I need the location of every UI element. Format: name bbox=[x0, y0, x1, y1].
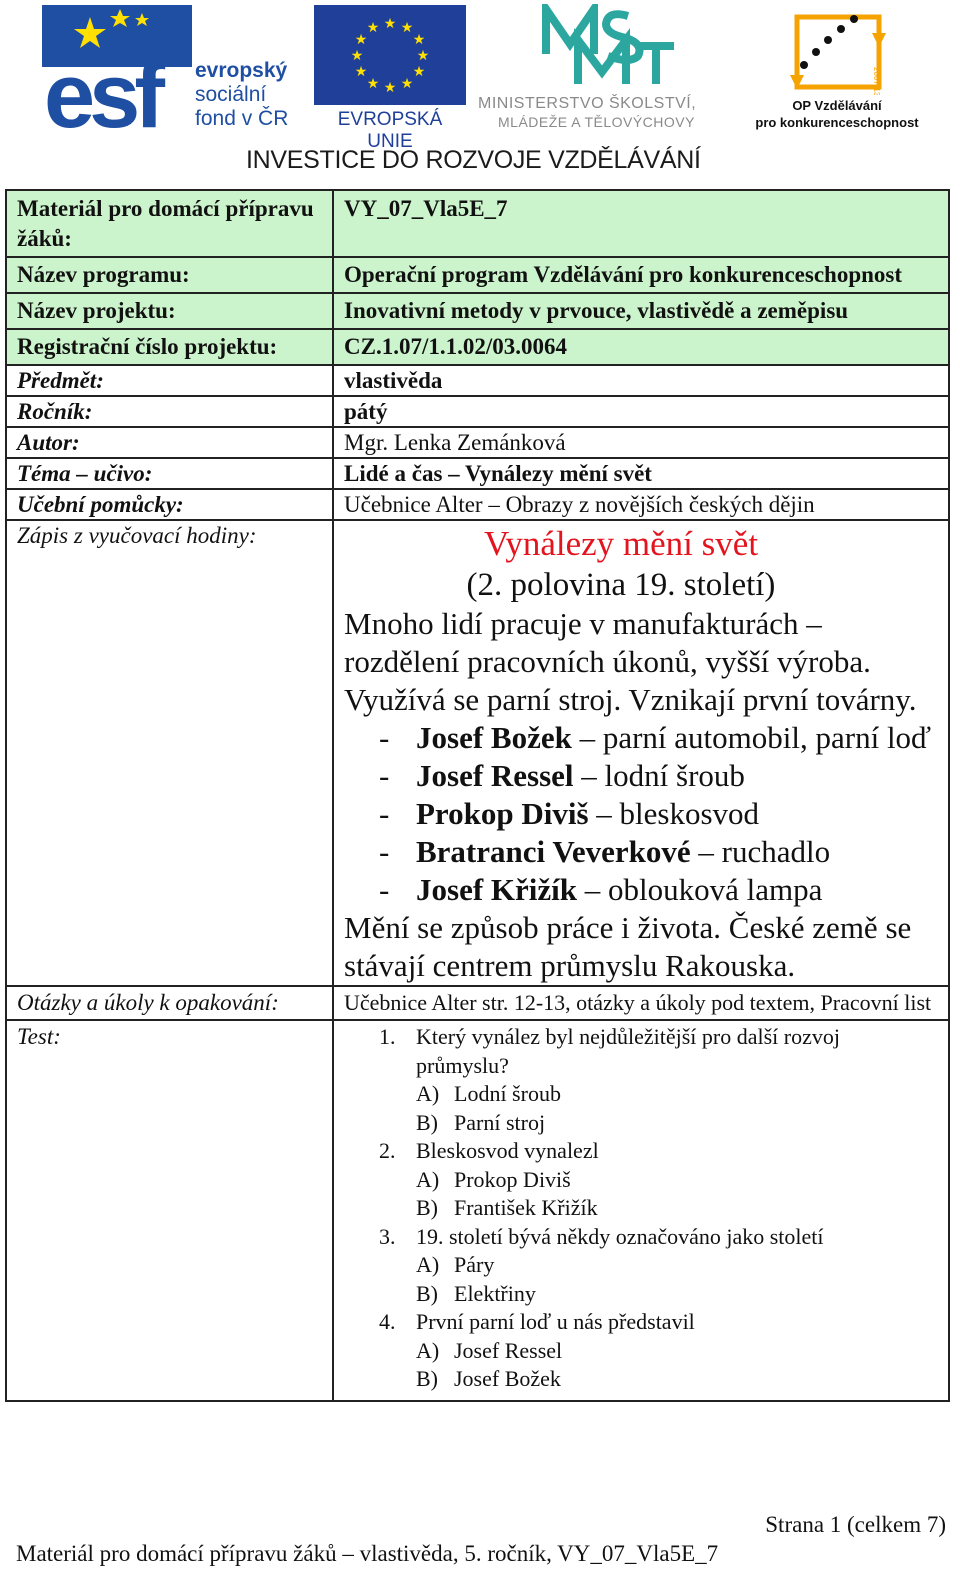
answer-text: František Křižík bbox=[454, 1195, 598, 1220]
answer-b bbox=[416, 1109, 938, 1138]
answer-a bbox=[416, 1251, 938, 1280]
svg-text:★: ★ bbox=[354, 32, 368, 48]
questions-value: Učebnice Alter str. 12-13, otázky a úkoly pod textem, Pracovní list bbox=[333, 986, 949, 1020]
answer-letter: B) bbox=[416, 1280, 438, 1306]
msmt-logo bbox=[478, 4, 740, 132]
project-label: Název projektu: bbox=[6, 293, 333, 329]
answer-a bbox=[416, 1166, 938, 1195]
answer-letter: B) bbox=[416, 1366, 438, 1391]
inventor-name: Josef Ressel bbox=[416, 758, 574, 793]
row-questions bbox=[6, 986, 949, 1020]
svg-text:★: ★ bbox=[412, 32, 426, 48]
bullet-dash: - bbox=[379, 758, 390, 793]
answer-letter: A) bbox=[416, 1337, 440, 1363]
esf-line3: fond v ČR bbox=[195, 107, 289, 130]
msmt-line2: MLÁDEŽE A TĚLOVÝCHOVY bbox=[498, 114, 695, 130]
list-item bbox=[344, 871, 938, 909]
test-content bbox=[333, 1020, 949, 1401]
test-question bbox=[344, 1308, 938, 1394]
esf-logo bbox=[42, 5, 302, 133]
topic-label: Téma – učivo: bbox=[6, 458, 333, 489]
inventor-invention: – lodní šroub bbox=[573, 758, 745, 793]
svg-text:★: ★ bbox=[383, 80, 397, 96]
aids-value: Učebnice Alter – Obrazy z novějších českých dějin bbox=[333, 489, 949, 520]
test-question bbox=[344, 1137, 938, 1223]
inventor-invention: – parní automobil, parní loď bbox=[571, 720, 932, 755]
notes-outro: Mění se způsob práce i života. České země se stávají centrem průmyslu Rakouska. bbox=[344, 910, 912, 983]
answer-text: Elektřiny bbox=[454, 1280, 536, 1306]
inventor-name: Prokop Diviš bbox=[416, 796, 589, 831]
row-reg bbox=[6, 329, 949, 365]
inventor-name: Josef Křižík bbox=[416, 872, 577, 907]
svg-text:esf: esf bbox=[44, 45, 159, 133]
program-label: Název programu: bbox=[6, 257, 333, 293]
row-notes bbox=[6, 520, 949, 986]
op-years: 2007-13 bbox=[872, 67, 881, 95]
answer-text: Prokop Diviš bbox=[454, 1166, 571, 1192]
notes-title: Vynálezy mění svět bbox=[483, 524, 759, 563]
test-question bbox=[344, 1023, 938, 1137]
esf-line2: sociální bbox=[195, 83, 267, 106]
answer-letter: B) bbox=[416, 1109, 438, 1135]
op-logo bbox=[752, 5, 922, 133]
bullet-dash: - bbox=[379, 796, 390, 831]
row-author bbox=[6, 427, 949, 458]
notes-content bbox=[333, 520, 949, 986]
subject-label: Předmět: bbox=[6, 365, 333, 396]
list-item bbox=[344, 719, 938, 757]
material-label: Materiál pro domácí přípravu žáků: bbox=[6, 190, 333, 257]
answer-text: Páry bbox=[454, 1252, 495, 1277]
svg-text:★: ★ bbox=[350, 48, 364, 64]
notes-intro: Mnoho lidí pracuje v manufakturách – rozdělení pracovních úkonů, vyšší výroba. Využívá se parní stroj. Vznikají první továrny. bbox=[344, 606, 917, 717]
list-item bbox=[344, 757, 938, 795]
row-material bbox=[6, 190, 949, 257]
answer-letter: A) bbox=[416, 1081, 440, 1106]
row-test bbox=[6, 1020, 949, 1401]
msmt-mark-icon bbox=[478, 4, 740, 90]
eu-logo bbox=[314, 5, 466, 152]
reg-value: CZ.1.07/1.1.02/03.0064 bbox=[333, 329, 949, 365]
question-number: 3. bbox=[379, 1223, 396, 1249]
test-label: Test: bbox=[6, 1020, 333, 1401]
test-question bbox=[344, 1223, 938, 1309]
op-line1: OP Vzdělávání bbox=[792, 98, 882, 113]
banner-text: INVESTICE DO ROZVOJE VZDĚLÁVÁNÍ bbox=[246, 146, 701, 174]
row-aids bbox=[6, 489, 949, 520]
answer-a bbox=[416, 1337, 938, 1366]
svg-text:★: ★ bbox=[400, 76, 414, 92]
aids-label: Učební pomůcky: bbox=[6, 489, 333, 520]
list-item bbox=[344, 833, 938, 871]
question-number: 4. bbox=[379, 1309, 396, 1334]
row-grade bbox=[6, 396, 949, 427]
question-text: Bleskosvod vynalezl bbox=[416, 1138, 599, 1163]
row-topic bbox=[6, 458, 949, 489]
bullet-dash: - bbox=[379, 834, 390, 869]
op-mark-icon bbox=[752, 5, 922, 95]
inventor-invention: – oblouková lampa bbox=[577, 872, 823, 907]
answer-text: Josef Ressel bbox=[454, 1337, 563, 1363]
notes-subtitle: (2. polovina 19. století) bbox=[466, 567, 776, 603]
svg-text:★: ★ bbox=[400, 20, 414, 36]
info-table bbox=[5, 189, 950, 1402]
svg-text:★: ★ bbox=[366, 20, 380, 36]
grade-label: Ročník: bbox=[6, 396, 333, 427]
grade-value: pátý bbox=[333, 396, 949, 427]
question-text: První parní loď u nás představil bbox=[416, 1309, 695, 1334]
answer-text: Parní stroj bbox=[454, 1109, 546, 1135]
question-number: 1. bbox=[379, 1024, 396, 1049]
answer-a bbox=[416, 1080, 938, 1109]
svg-text:★: ★ bbox=[354, 64, 368, 80]
answer-text: Lodní šroub bbox=[454, 1081, 561, 1106]
topic-value: Lidé a čas – Vynálezy mění svět bbox=[333, 458, 949, 489]
author-value: Mgr. Lenka Zemánková bbox=[333, 427, 949, 458]
question-text: Který vynález byl nejdůležitější pro další rozvoj průmyslu? bbox=[416, 1024, 840, 1078]
row-subject bbox=[6, 365, 949, 396]
logo-bar bbox=[0, 0, 960, 178]
author-label: Autor: bbox=[6, 427, 333, 458]
footer-doc: Materiál pro domácí přípravu žáků – vlastivěda, 5. ročník, VY_07_Vla5E_7 bbox=[16, 1541, 719, 1566]
question-number: 2. bbox=[379, 1138, 396, 1163]
inventor-name: Josef Božek bbox=[416, 720, 572, 755]
project-value: Inovativní metody v prvouce, vlastivědě a zeměpisu bbox=[333, 293, 949, 329]
eu-flag-icon bbox=[314, 5, 466, 105]
inventor-name: Bratranci Veverkové bbox=[416, 834, 691, 869]
inventor-list bbox=[344, 719, 938, 909]
svg-text:★: ★ bbox=[412, 64, 426, 80]
inventor-invention: – bleskosvod bbox=[588, 796, 760, 831]
answer-letter: B) bbox=[416, 1195, 438, 1220]
svg-text:★: ★ bbox=[366, 76, 380, 92]
svg-text:★: ★ bbox=[416, 48, 430, 64]
bullet-dash: - bbox=[379, 872, 390, 907]
row-program bbox=[6, 257, 949, 293]
answer-b bbox=[416, 1365, 938, 1394]
eu-label: EVROPSKÁ UNIE bbox=[337, 109, 443, 152]
op-line2: pro konkurenceschopnost bbox=[755, 115, 919, 130]
answer-b bbox=[416, 1280, 938, 1309]
answer-letter: A) bbox=[416, 1166, 440, 1192]
bullet-dash: - bbox=[379, 720, 390, 755]
inventor-invention: – ruchadlo bbox=[690, 834, 831, 869]
msmt-line1: MINISTERSTVO ŠKOLSTVÍ, bbox=[478, 95, 697, 112]
answer-b bbox=[416, 1194, 938, 1223]
svg-text:★: ★ bbox=[383, 16, 397, 32]
row-project bbox=[6, 293, 949, 329]
answer-letter: A) bbox=[416, 1252, 440, 1277]
reg-label: Registrační číslo projektu: bbox=[6, 329, 333, 365]
material-value: VY_07_Vla5E_7 bbox=[333, 190, 949, 257]
page-number: Strana 1 (celkem 7) bbox=[765, 1512, 946, 1537]
esf-line1: evropský bbox=[195, 59, 288, 82]
test-list bbox=[344, 1023, 938, 1394]
subject-value: vlastivěda bbox=[333, 365, 949, 396]
notes-label: Zápis z vyučovací hodiny: bbox=[6, 520, 333, 986]
program-value: Operační program Vzdělávání pro konkurenceschopnost bbox=[333, 257, 949, 293]
question-text: 19. století bývá někdy označováno jako století bbox=[416, 1223, 824, 1249]
questions-label: Otázky a úkoly k opakování: bbox=[6, 986, 333, 1020]
answer-text: Josef Božek bbox=[454, 1366, 561, 1391]
list-item bbox=[344, 795, 938, 833]
